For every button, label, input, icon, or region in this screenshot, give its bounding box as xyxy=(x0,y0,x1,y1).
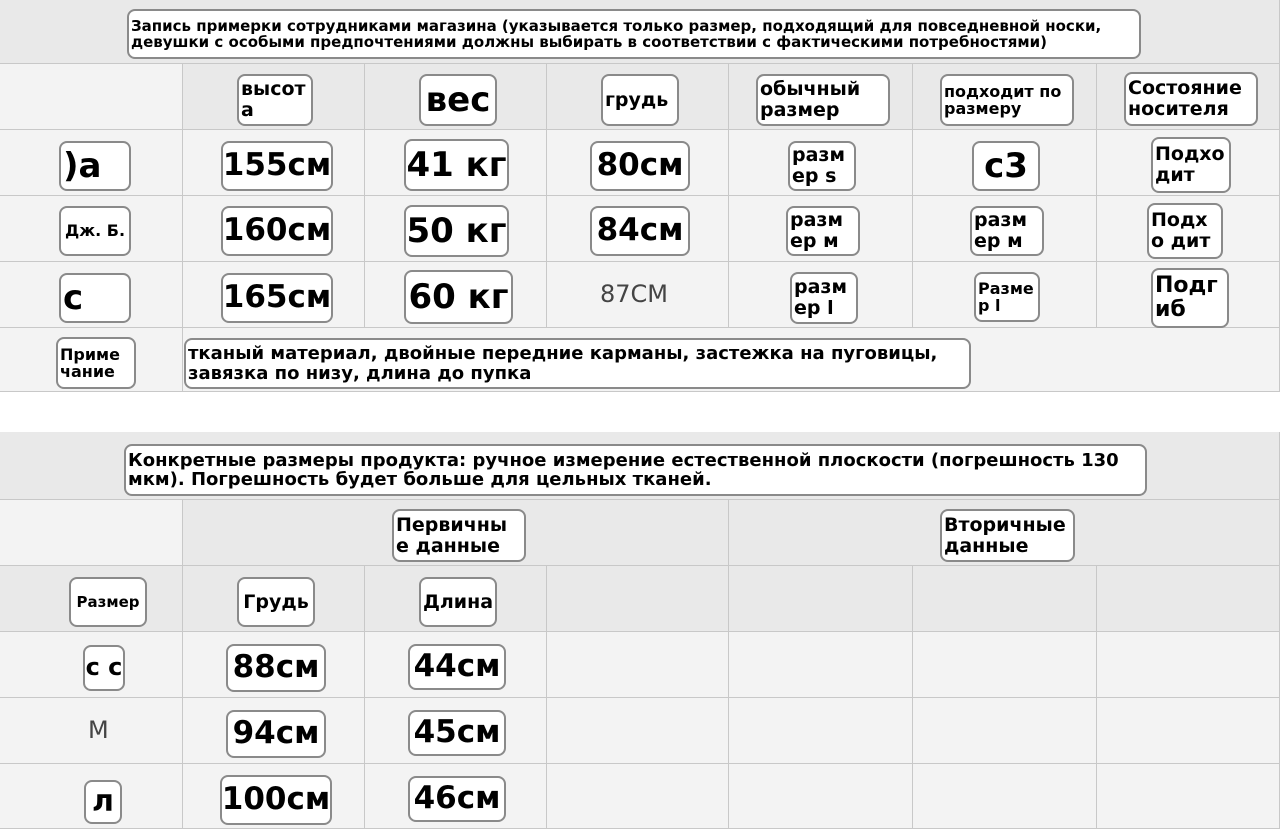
chest-row2: 94см xyxy=(226,710,326,758)
length-row3: 46см xyxy=(408,776,506,822)
row1-status: Подхо дит xyxy=(1151,137,1231,193)
header-corner xyxy=(0,64,183,130)
note-text: тканый материал, двойные передние карманы, застежка на пуговицы, завязка по низу, длина до пупка xyxy=(184,338,971,389)
row-bg xyxy=(1097,764,1280,829)
row-bg xyxy=(913,632,1097,698)
header-cell-bg xyxy=(729,566,913,632)
table2-title: Конкретные размеры продукта: ручное измерение естественной плоскости (погрешность 130 мкм). Погрешность будет больше для цельных тканей. xyxy=(124,444,1147,496)
size-row1: с с xyxy=(83,645,125,691)
header-size: Размер xyxy=(69,577,147,627)
row-bg xyxy=(913,764,1097,829)
header-wearer-status: Состояние носителя xyxy=(1124,72,1258,126)
row-bg xyxy=(729,764,913,829)
header-usual-size: обычный размер xyxy=(756,74,890,126)
group-header-corner xyxy=(0,500,183,566)
row2-usual: разм ер м xyxy=(786,206,860,256)
row1-weight: 41 кг xyxy=(404,139,509,191)
row1-height: 155см xyxy=(221,141,333,191)
row2-fit: разм ер м xyxy=(970,206,1044,256)
length-row2: 45см xyxy=(408,710,506,756)
row1-fit: с3 xyxy=(972,141,1040,191)
row2-chest: 84см xyxy=(590,206,690,256)
row2-name: Дж. Б. xyxy=(59,206,131,256)
row3-name: с xyxy=(59,273,131,323)
header-cell-bg xyxy=(1097,566,1280,632)
product-size-table xyxy=(0,432,1280,829)
row-bg xyxy=(729,632,913,698)
size-row3: л xyxy=(84,780,122,824)
row-bg xyxy=(729,698,913,764)
header-chest: грудь xyxy=(601,74,679,126)
header-cell-bg xyxy=(547,566,729,632)
row-bg xyxy=(547,698,729,764)
header-chest: Грудь xyxy=(237,577,315,627)
header-height: высота xyxy=(237,74,313,126)
row3-status: Подг иб xyxy=(1151,268,1229,328)
note-label: Приме чание xyxy=(56,337,136,389)
table1-title: Запись примерки сотрудниками магазина (указывается только размер, подходящий для повседневной носки, девушки с особыми предпочтениями должны выбирать в соответствии с фактическими потребностями) xyxy=(127,9,1141,59)
fitting-record-table xyxy=(0,0,1280,392)
row3-weight: 60 кг xyxy=(404,270,513,324)
row-bg xyxy=(1097,632,1280,698)
length-row1: 44см xyxy=(408,644,506,690)
row1-usual: разм ер s xyxy=(788,141,856,191)
header-cell-bg xyxy=(913,566,1097,632)
row-bg xyxy=(547,764,729,829)
row3-usual: разм ер l xyxy=(790,272,858,324)
row3-height: 165см xyxy=(221,273,333,323)
row1-chest: 80см xyxy=(590,141,690,191)
row-bg xyxy=(913,698,1097,764)
header-fit-size: подходит по размеру xyxy=(940,74,1074,126)
row2-weight: 50 кг xyxy=(404,205,509,257)
row-bg xyxy=(1097,698,1280,764)
primary-data-label: Первичны е данные xyxy=(392,509,526,562)
secondary-data-label: Вторичные данные xyxy=(940,509,1075,562)
row1-name: )а xyxy=(59,141,131,191)
size-row2: M xyxy=(88,716,109,744)
chest-row3: 100см xyxy=(220,775,332,825)
chest-row1: 88см xyxy=(226,644,326,692)
row2-height: 160см xyxy=(221,206,333,256)
row-bg xyxy=(547,632,729,698)
row3-fit: Разме р l xyxy=(974,272,1040,322)
row2-status: Подхо дит xyxy=(1147,203,1223,259)
row3-chest: 87CM xyxy=(600,280,669,308)
header-length: Длина xyxy=(419,577,497,627)
header-weight: вес xyxy=(419,74,497,126)
